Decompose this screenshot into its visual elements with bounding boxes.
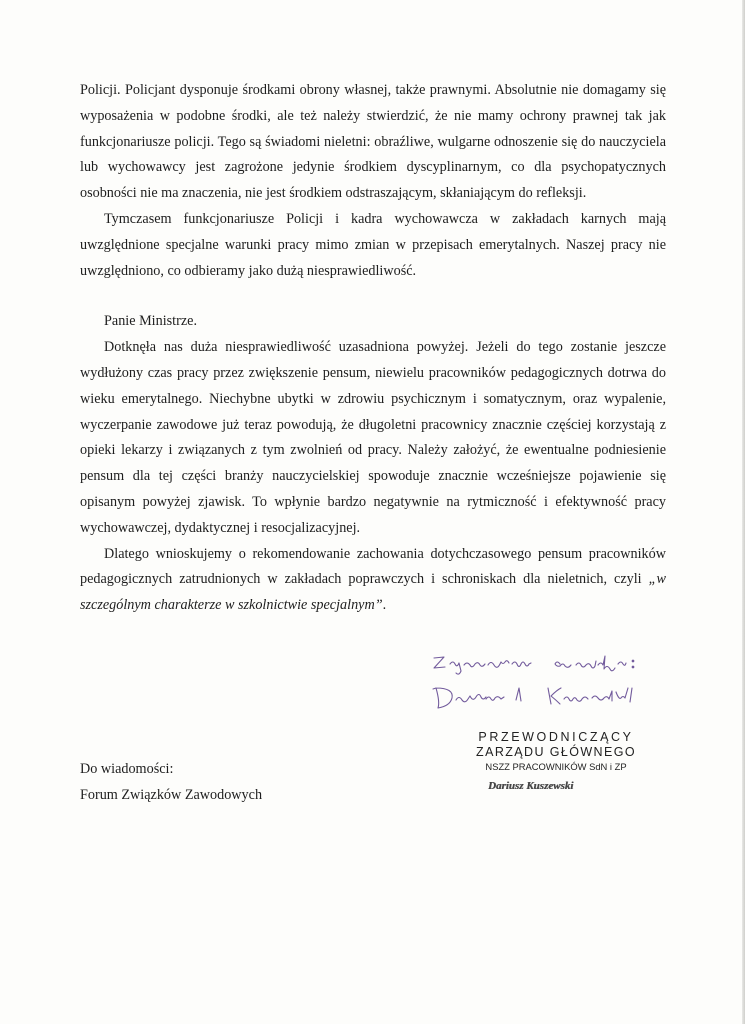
- stamp-title: PRZEWODNICZĄCY: [478, 730, 634, 744]
- paragraph-gap: [80, 284, 666, 309]
- stamp-board: ZARZĄDU GŁÓWNEGO: [476, 745, 636, 759]
- paragraph-request: [80, 542, 666, 619]
- request-text: Dlatego wnioskujemy o rekomendowanie zachowania dotychczasowego pensum pracowników pedagogicznych zatrudnionych w zakładach poprawczych i schroniskach dla nieletnich, czyli: [80, 545, 666, 588]
- paragraph-special-conditions: Tymczasem funkcjonariusze Policji i kadra wychowawcza w zakładach karnych mają uwzględnione specjalne warunki pracy mimo zmian w przepisach emerytalnych. Naszej pracy nie uwzględniono, co odbieramy jako dużą niesprawiedliwość.: [80, 210, 666, 279]
- cc-label: Do wiadomości:: [80, 761, 174, 777]
- paragraph-police: Policji. Policjant dysponuje środkami obrony własnej, także prawnymi. Absolutnie nie domagamy się wyposażenia w podobne środki, ale też należy stwierdzić, że nie mamy ochrony prawnej tak jak funkcjonariusze policji. Tego są świadomi nieletni: obraźliwe, wulgarne odnoszenie się do nauczyciela lub wychowawcy jest zagrożone jedynie środkiem dyscyplinarnym, co dla psychopatycznych osobności nie ma znaczenia, nie jest środkiem odstraszającym, skłaniającym do refleksji.: [80, 82, 666, 202]
- stamp-signatory-name: Dariusz Kuszewski: [488, 780, 574, 792]
- signature-image: [420, 648, 660, 718]
- cc-block: [80, 756, 262, 808]
- salutation: Panie Ministrze.: [104, 313, 197, 330]
- official-stamp: [456, 730, 656, 774]
- request-end: .: [382, 597, 387, 614]
- request-quote: „w szczególnym charakterze w szkolnictwie specjalnym”: [80, 571, 666, 614]
- paragraph-injustice: Dotknęła nas duża niesprawiedliwość uzasadniona powyżej. Jeżeli do tego zostanie jeszcze wydłużony czas pracy przez zwiększenie pensum, niewielu pracowników pedagogicznych dotrwa do wieku emerytalnego. Niechybne ubytki w zdrowiu psychicznym i somatycznym, oraz wypalenie, wyczerpanie zawodowe już teraz powodują, że długoletni pracownicy znacznie częściej korzystają z opieki lekarzy i związanych z tym zwolnień od pracy. Należy założyć, że ewentualne podniesienie pensum dla tej części branży nauczycielskiej spowoduje znacznie wcześniejsze pojawienie się opisanym powyżej zjawisk. To wpłynie bardzo negatywnie na rytmiczność i efektywność pracy wychowawczej, dydaktycznej i resocjalizacyjnej.: [80, 339, 666, 536]
- cc-recipient: Forum Związków Zawodowych: [80, 787, 263, 803]
- letter-body: [80, 78, 666, 619]
- stamp-union: NSZZ PRACOWNIKÓW SdN i ZP: [485, 761, 627, 772]
